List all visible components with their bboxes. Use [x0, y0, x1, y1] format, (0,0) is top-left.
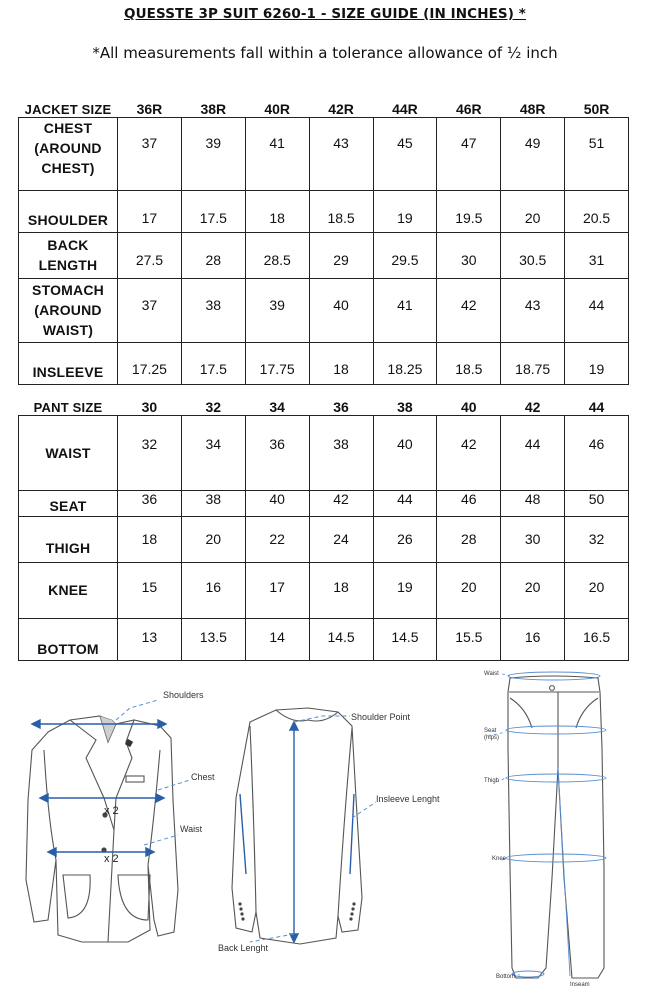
pants-diagram [478, 668, 638, 988]
table-cell: 18.5 [437, 342, 501, 384]
jacket-size: 46R [455, 100, 482, 117]
table-cell: 20 [181, 516, 245, 562]
jacket-size: 48R [519, 100, 546, 117]
row-label-chest: CHEST (AROUND CHEST) [19, 117, 118, 190]
table-cell: 48 [501, 490, 565, 516]
table-cell: 51 [565, 117, 629, 190]
table-cell: 18.25 [373, 342, 437, 384]
jacket-header-row [19, 86, 629, 117]
table-cell: 31 [565, 232, 629, 278]
table-cell: 17.5 [181, 190, 245, 232]
table-cell: 42 [437, 415, 501, 490]
table-cell: 43 [501, 278, 565, 342]
table-row [19, 516, 629, 562]
table-cell: 29.5 [373, 232, 437, 278]
table-cell: 28 [437, 516, 501, 562]
table-cell: 30.5 [501, 232, 565, 278]
table-cell: 47 [437, 117, 501, 190]
table-cell: 45 [373, 117, 437, 190]
table-cell: 24 [309, 516, 373, 562]
table-cell: 32 [118, 415, 182, 490]
label-waist: Waist [180, 824, 203, 834]
table-cell: 18.5 [309, 190, 373, 232]
table-cell: 16.5 [565, 618, 629, 660]
jacket-size: 38R [200, 100, 227, 117]
table-cell: 16 [501, 618, 565, 660]
label-pants-knee: Knee [492, 856, 507, 862]
table-cell: 44 [565, 278, 629, 342]
table-cell: 14.5 [309, 618, 373, 660]
row-label-stomach: STOMACH (AROUND WAIST) [19, 278, 118, 342]
table-row [19, 190, 629, 232]
table-cell: 22 [245, 516, 309, 562]
row-label-knee: KNEE [19, 562, 118, 618]
table-cell: 39 [181, 117, 245, 190]
label-pants-thigh: Thigh [484, 778, 500, 784]
row-label-shoulder: SHOULDER [19, 190, 118, 232]
label-back-length: Back Lenght [218, 943, 269, 953]
table-cell: 15 [118, 562, 182, 618]
pant-size: 42 [524, 398, 541, 415]
table-cell: 14.5 [373, 618, 437, 660]
label-shoulder-point: Shoulder Point [351, 712, 411, 722]
table-cell: 40 [373, 415, 437, 490]
table-cell: 19 [373, 190, 437, 232]
table-cell: 36 [245, 415, 309, 490]
table-cell: 28.5 [245, 232, 309, 278]
row-label-back-length: BACK LENGTH [19, 232, 118, 278]
table-cell: 16 [181, 562, 245, 618]
jacket-back-diagram [210, 698, 455, 960]
label-chest-multiplier: x 2 [104, 805, 119, 817]
jacket-size: 44R [392, 100, 418, 117]
table-cell: 44 [373, 490, 437, 516]
label-waist-multiplier: x 2 [104, 853, 119, 865]
table-cell: 30 [501, 516, 565, 562]
table-cell: 20.5 [565, 190, 629, 232]
label-insleeve-length: Insleeve Lenght [376, 794, 440, 804]
jacket-size: 40R [264, 100, 291, 117]
table-cell: 27.5 [118, 232, 182, 278]
table-cell: 38 [181, 490, 245, 516]
table-cell: 20 [501, 562, 565, 618]
table-cell: 29 [309, 232, 373, 278]
table-cell: 19.5 [437, 190, 501, 232]
table-cell: 42 [309, 490, 373, 516]
table-cell: 18 [118, 516, 182, 562]
table-cell: 15.5 [437, 618, 501, 660]
table-cell: 17 [245, 562, 309, 618]
row-label-insleeve: INSLEEVE [19, 342, 118, 384]
row-label-thigh: THIGH [19, 516, 118, 562]
table-cell: 20 [501, 190, 565, 232]
table-cell: 32 [565, 516, 629, 562]
row-label-bottom: BOTTOM [19, 618, 118, 660]
pant-size: 32 [205, 398, 222, 415]
table-cell: 26 [373, 516, 437, 562]
jacket-front-diagram [8, 680, 223, 950]
table-cell: 36 [118, 490, 182, 516]
pant-size: 40 [461, 398, 477, 415]
table-row [19, 117, 629, 190]
table-cell: 19 [565, 342, 629, 384]
table-cell: 50 [565, 490, 629, 516]
page-title: QUESSTE 3P SUIT 6260-1 - SIZE GUIDE (IN INCHES) * [124, 6, 526, 22]
table-cell: 13.5 [181, 618, 245, 660]
pant-size: 44 [588, 398, 605, 415]
table-cell: 42 [437, 278, 501, 342]
label-pants-inseam: Inseam [570, 982, 590, 988]
table-cell: 37 [118, 278, 182, 342]
label-pants-seat-sub: (hips) [484, 735, 500, 741]
table-row [19, 278, 629, 342]
table-cell: 38 [309, 415, 373, 490]
tolerance-note: *All measurements fall within a tolerance allowance of ½ inch [92, 44, 558, 62]
pant-size: 36 [333, 398, 349, 415]
table-cell: 37 [118, 117, 182, 190]
row-label-seat: SEAT [19, 490, 118, 516]
table-cell: 43 [309, 117, 373, 190]
table-cell: 46 [437, 490, 501, 516]
jacket-size: 42R [328, 100, 354, 117]
jacket-size: 36R [136, 100, 163, 117]
table-cell: 17 [118, 190, 182, 232]
table-row [19, 562, 629, 618]
pant-size: 38 [397, 398, 413, 415]
table-cell: 40 [309, 278, 373, 342]
table-row [19, 618, 629, 660]
table-cell: 39 [245, 278, 309, 342]
table-cell: 40 [245, 490, 309, 516]
table-cell: 18 [245, 190, 309, 232]
table-cell: 13 [118, 618, 182, 660]
table-row [19, 490, 629, 516]
label-pants-seat: Seat [484, 728, 497, 734]
table-row [19, 415, 629, 490]
pant-size-table [18, 393, 629, 661]
table-cell: 28 [181, 232, 245, 278]
table-cell: 49 [501, 117, 565, 190]
pant-size: 30 [141, 398, 158, 415]
label-pants-bottom: Bottom [496, 974, 516, 980]
table-cell: 41 [245, 117, 309, 190]
table-row [19, 342, 629, 384]
pant-size: 34 [269, 398, 285, 415]
table-cell: 17.75 [245, 342, 309, 384]
table-cell: 18.75 [501, 342, 565, 384]
jacket-size: 50R [583, 100, 610, 117]
jacket-size-table [18, 86, 629, 385]
pant-size-header: PANT SIZE [33, 399, 103, 415]
table-cell: 34 [181, 415, 245, 490]
table-cell: 17.5 [181, 342, 245, 384]
label-chest: Chest [191, 772, 215, 782]
table-cell: 19 [373, 562, 437, 618]
table-row [19, 232, 629, 278]
row-label-waist: WAIST [19, 415, 118, 490]
table-cell: 18 [309, 342, 373, 384]
table-cell: 18 [309, 562, 373, 618]
table-cell: 44 [501, 415, 565, 490]
jacket-size-header: JACKET SIZE [24, 101, 112, 117]
table-cell: 38 [181, 278, 245, 342]
table-cell: 17.25 [118, 342, 182, 384]
table-cell: 20 [437, 562, 501, 618]
pant-header-row [19, 393, 629, 415]
label-pants-waist: Waist [484, 671, 499, 677]
table-cell: 30 [437, 232, 501, 278]
table-cell: 20 [565, 562, 629, 618]
table-cell: 46 [565, 415, 629, 490]
label-shoulders: Shoulders [163, 690, 204, 700]
table-cell: 41 [373, 278, 437, 342]
table-cell: 14 [245, 618, 309, 660]
